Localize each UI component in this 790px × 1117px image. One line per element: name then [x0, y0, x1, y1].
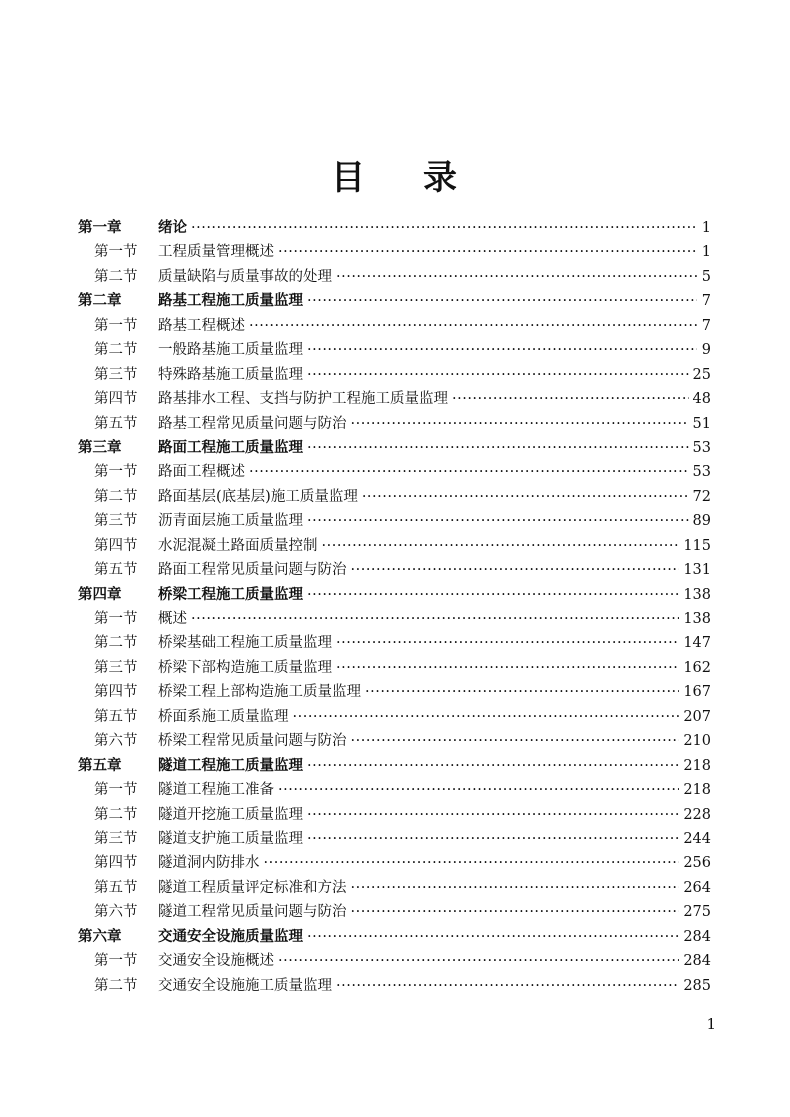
toc-entry-page: 53 [692, 464, 711, 481]
dot-leader [336, 974, 679, 998]
toc-entry-page: 210 [683, 733, 711, 750]
dot-leader [351, 558, 680, 582]
dot-leader [307, 436, 689, 460]
toc-section-entry[interactable] [78, 803, 711, 827]
dot-leader [307, 583, 679, 607]
toc-entry-page: 25 [692, 366, 711, 383]
toc-entry-page: 5 [701, 268, 711, 285]
toc-entry-title: 路面工程常见质量问题与防治 [158, 562, 347, 579]
toc-entry-title: 隧道支护施工质量监理 [158, 830, 303, 847]
toc-entry-label: 第五节 [94, 415, 138, 432]
toc-section-entry[interactable] [78, 631, 711, 655]
toc-entry-label: 第一节 [94, 317, 138, 334]
toc-section-entry[interactable] [78, 900, 711, 924]
dot-leader [278, 778, 679, 802]
toc-entry-title: 桥面系施工质量监理 [158, 708, 289, 725]
dot-leader [351, 876, 680, 900]
toc-entry-page: 51 [692, 415, 711, 432]
toc-entry-title: 桥梁基础工程施工质量监理 [158, 635, 332, 652]
toc-entry-label: 第五节 [94, 562, 138, 579]
toc-section-entry[interactable] [78, 363, 711, 387]
toc-entry-page: 89 [692, 513, 711, 530]
toc-entry-label: 第一节 [94, 244, 138, 261]
toc-entry-page: 285 [683, 977, 711, 994]
dot-leader [307, 754, 679, 778]
toc-entry-page: 284 [683, 928, 711, 945]
dot-leader [307, 803, 679, 827]
toc-entry-page: 138 [683, 611, 711, 627]
toc-entry-label: 第三节 [94, 513, 138, 530]
dot-leader [351, 729, 680, 753]
toc-section-entry[interactable] [78, 314, 711, 338]
toc-entry-label: 第三节 [94, 659, 138, 676]
toc-entry-label: 第二节 [94, 488, 138, 505]
toc-section-entry[interactable] [78, 827, 711, 851]
toc-entry-label: 第一节 [94, 782, 138, 799]
dot-leader [351, 412, 689, 436]
toc-entry-label: 第二节 [94, 635, 138, 652]
toc-entry-title: 隧道开挖施工质量监理 [158, 806, 303, 823]
dot-leader [336, 656, 679, 680]
toc-entry-label: 第四节 [94, 391, 138, 408]
dot-leader [191, 607, 679, 631]
toc-entry-page: 7 [701, 317, 711, 334]
toc-entry-label: 第六节 [94, 904, 138, 921]
toc-entry-page: 131 [683, 562, 711, 579]
dot-leader [278, 240, 697, 264]
dot-leader [307, 509, 689, 533]
toc-entry-title: 桥梁工程常见质量问题与防治 [158, 733, 347, 750]
toc-entry-title: 隧道工程常见质量问题与防治 [158, 904, 347, 921]
toc-entry-page: 167 [683, 684, 711, 701]
toc-section-entry[interactable] [78, 387, 711, 411]
title-char-1: 目 [331, 158, 367, 198]
toc-entry-label: 第一章 [78, 219, 122, 236]
toc-chapter-entry[interactable] [78, 754, 711, 778]
toc-entry-label: 第六章 [78, 927, 122, 945]
title-char-2: 录 [423, 158, 459, 198]
toc-entry-title: 交通安全设施质量监理 [158, 927, 303, 945]
toc-entry-label: 第一节 [94, 464, 138, 481]
toc-section-entry[interactable] [78, 558, 711, 582]
toc-entry-page: 218 [683, 757, 711, 774]
toc-entry-label: 第四节 [94, 855, 138, 872]
toc-entry-page: 7 [701, 293, 711, 310]
dot-leader [264, 851, 680, 875]
dot-leader [362, 485, 689, 509]
toc-section-entry[interactable] [78, 876, 711, 900]
toc-chapter-entry[interactable] [78, 216, 711, 240]
toc-section-entry[interactable] [78, 265, 711, 289]
dot-leader [336, 265, 697, 289]
toc-chapter-entry[interactable] [78, 925, 711, 949]
toc-entry-page: 218 [683, 782, 711, 799]
page-title [0, 150, 790, 199]
toc-entry-title: 桥梁工程施工质量监理 [158, 585, 303, 603]
toc-entry-title: 桥梁下部构造施工质量监理 [158, 659, 332, 676]
toc-entry-page: 264 [683, 879, 711, 896]
dot-leader [365, 680, 679, 704]
page-number: 1 [706, 1015, 716, 1033]
toc-entry-label: 第三节 [94, 366, 138, 383]
toc-entry-page: 228 [683, 806, 711, 823]
toc-entry-title: 路面基层(底基层)施工质量监理 [158, 488, 358, 505]
toc-entry-title: 路基排水工程、支挡与防护工程施工质量监理 [158, 391, 448, 408]
toc-entry-page: 72 [692, 488, 711, 505]
toc-entry-page: 1 [701, 220, 711, 236]
dot-leader [249, 314, 697, 338]
toc-section-entry[interactable] [78, 338, 711, 362]
dot-leader [293, 705, 680, 729]
toc-entry-title: 隧道工程施工质量监理 [158, 756, 303, 774]
toc-entry-label: 第一节 [94, 611, 138, 627]
toc-chapter-entry[interactable] [78, 289, 711, 313]
toc-section-entry[interactable] [78, 485, 711, 509]
toc-entry-label: 第四节 [94, 684, 138, 701]
toc-section-entry[interactable] [78, 656, 711, 680]
toc-entry-label: 第四章 [78, 585, 122, 603]
toc-section-entry[interactable] [78, 412, 711, 436]
toc-entry-page: 244 [683, 830, 711, 847]
dot-leader [307, 338, 697, 362]
toc-entry-page: 138 [683, 586, 711, 603]
toc-entry-title: 沥青面层施工质量监理 [158, 513, 303, 530]
toc-entry-page: 275 [683, 904, 711, 921]
dot-leader [322, 534, 680, 558]
toc-entry-title: 交通安全设施施工质量监理 [158, 977, 332, 994]
dot-leader [307, 289, 697, 313]
toc-entry-title: 质量缺陷与质量事故的处理 [158, 268, 332, 285]
toc-entry-label: 第五节 [94, 708, 138, 725]
toc-entry-title: 路面工程概述 [158, 464, 245, 481]
toc-section-entry[interactable] [78, 851, 711, 875]
toc-entry-title: 隧道工程质量评定标准和方法 [158, 879, 347, 896]
toc-section-entry[interactable] [78, 705, 711, 729]
toc-chapter-entry[interactable] [78, 583, 711, 607]
toc-entry-title: 一般路基施工质量监理 [158, 342, 303, 359]
toc-section-entry[interactable] [78, 974, 711, 998]
toc-chapter-entry[interactable] [78, 436, 711, 460]
toc-entry-label: 第五节 [94, 879, 138, 896]
dot-leader [307, 363, 689, 387]
toc-entry-title: 路面工程施工质量监理 [158, 438, 303, 456]
toc-entry-page: 207 [683, 708, 711, 725]
toc-entry-title: 路基工程概述 [158, 317, 245, 334]
toc-entry-page: 284 [683, 953, 711, 970]
toc-entry-label: 第二节 [94, 342, 138, 359]
toc-entry-title: 路基工程施工质量监理 [158, 292, 303, 310]
toc-entry-title: 绪论 [158, 219, 187, 236]
toc-section-entry[interactable] [78, 534, 711, 558]
toc-entry-title: 工程质量管理概述 [158, 244, 274, 261]
dot-leader [191, 216, 697, 240]
toc-entry-page: 115 [683, 537, 711, 554]
toc-entry-page: 1 [701, 244, 711, 261]
toc-entry-page: 162 [683, 659, 711, 676]
toc-entry-page: 147 [683, 635, 711, 652]
toc-section-entry[interactable] [78, 607, 711, 631]
toc-section-entry[interactable] [78, 680, 711, 704]
toc-entry-label: 第二节 [94, 268, 138, 285]
dot-leader [452, 387, 689, 411]
toc-entry-page: 53 [692, 439, 711, 456]
dot-leader [307, 925, 679, 949]
toc-entry-title: 路基工程常见质量问题与防治 [158, 415, 347, 432]
toc-section-entry[interactable] [78, 778, 711, 802]
toc-entry-title: 隧道工程施工准备 [158, 782, 274, 799]
dot-leader [351, 900, 680, 924]
toc-entry-title: 隧道洞内防排水 [158, 855, 260, 872]
toc-entry-title: 桥梁工程上部构造施工质量监理 [158, 684, 361, 701]
toc-entry-label: 第二节 [94, 806, 138, 823]
toc-section-entry[interactable] [78, 460, 711, 484]
toc-section-entry[interactable] [78, 949, 711, 973]
toc-entry-title: 特殊路基施工质量监理 [158, 366, 303, 383]
toc-entry-page: 9 [701, 342, 711, 359]
toc-entry-label: 第二章 [78, 292, 122, 310]
toc-entry-title: 交通安全设施概述 [158, 953, 274, 970]
toc-entry-label: 第四节 [94, 537, 138, 554]
toc-entry-label: 第三章 [78, 438, 122, 456]
toc-entry-title: 概述 [158, 611, 187, 627]
toc-section-entry[interactable] [78, 240, 711, 264]
toc-entry-label: 第三节 [94, 830, 138, 847]
dot-leader [307, 827, 679, 851]
toc-entry-page: 256 [683, 855, 711, 872]
toc-entry-label: 第一节 [94, 953, 138, 970]
dot-leader [336, 631, 679, 655]
toc-section-entry[interactable] [78, 729, 711, 753]
dot-leader [249, 460, 689, 484]
toc-entry-title: 水泥混凝土路面质量控制 [158, 537, 318, 554]
toc-section-entry[interactable] [78, 509, 711, 533]
toc-entry-page: 48 [692, 391, 711, 408]
dot-leader [278, 949, 679, 973]
toc-entry-label: 第二节 [94, 977, 138, 994]
toc-entry-label: 第六节 [94, 733, 138, 750]
toc-entry-label: 第五章 [78, 756, 122, 774]
table-of-contents [78, 216, 711, 998]
